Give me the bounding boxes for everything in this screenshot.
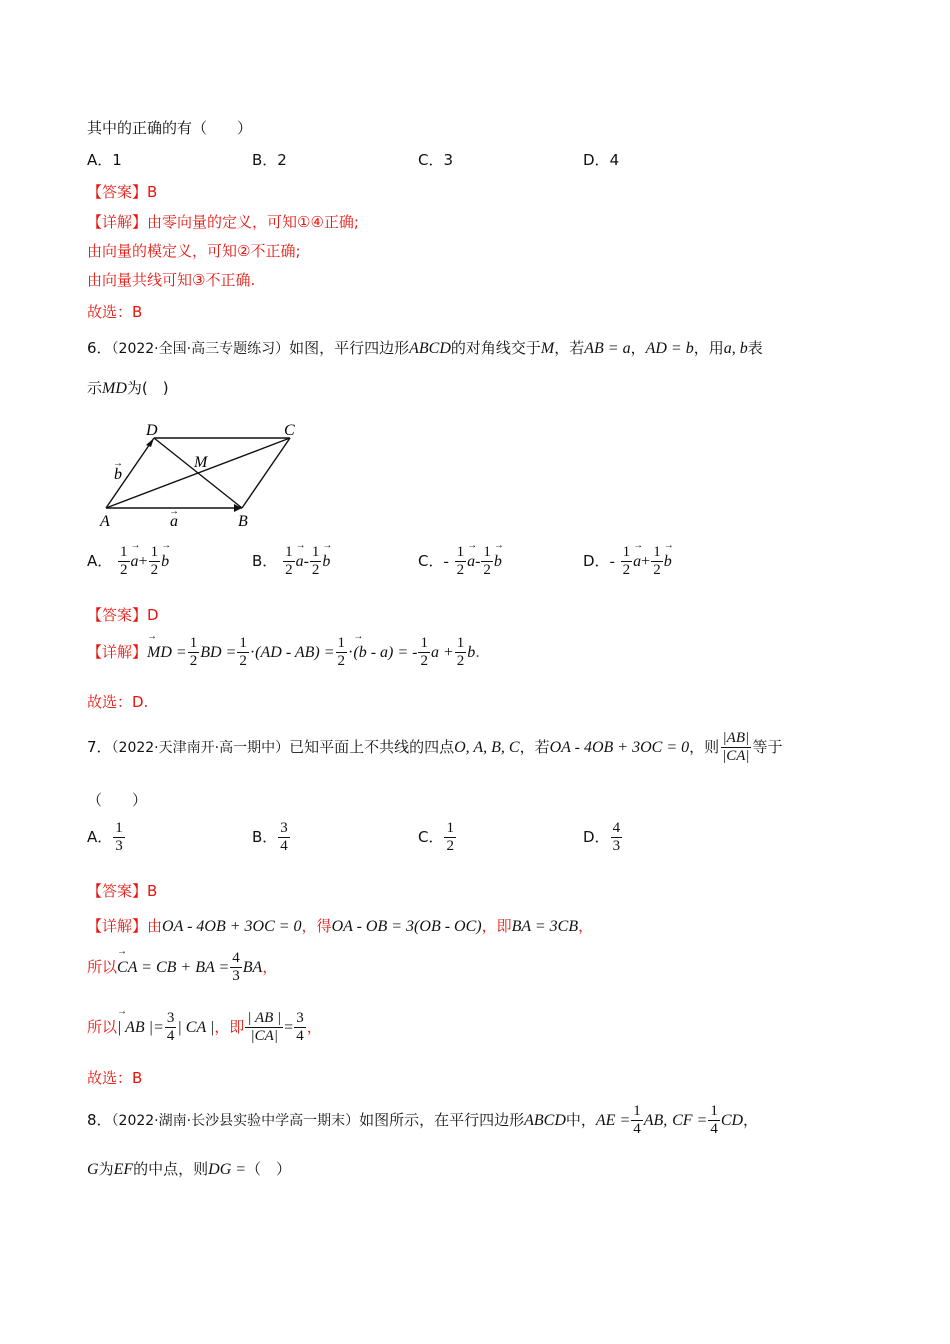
q7-option-a: A． $\frac{1}{3}$ [87,820,123,854]
q6-conclusion: 故选：D. [87,693,149,711]
point-a: A [100,513,110,530]
q7-conclusion: 故选：B [87,1069,143,1087]
arrowhead-b [146,438,154,447]
q7-option-d: D． $\frac{4}{3}$ [583,820,621,854]
q6-stem-line-1: 6．（2022·全国·高三专题练习）如图，平行四边形ABCD的对角线交于M，若AB = a，AD = b，用a, b表 [87,339,763,357]
q7-option-b: B． $\frac{3}{4}$ [252,820,288,854]
q5-detail-line-1: 【详解】由零向量的定义，可知①④正确; [87,213,359,231]
q7-answer: 【答案】B [87,882,158,900]
side-bc [242,438,290,508]
q8-stem-line-2: G为EF的中点，则DG =（ ） [87,1160,292,1178]
q6-stem-line-2: 示MD为( ) [87,379,169,397]
q5-conclusion: 故选：B [87,303,143,321]
point-d: D [146,422,158,439]
q7-detail-line-2: 所以→ CA = CB + BA = $\frac{4}{3}$ BA， [87,950,277,985]
q6-option-d: D．- $\frac{1}{2}$ → a+ $\frac{1}{2}$ → b [583,544,672,579]
q7-detail-line-1: 【详解】由OA - 4OB + 3OC = 0，得OA - OB = 3(OB - OC)，即BA = 3CB， [87,917,594,935]
q7-detail-line-3: 所以→ | AB |= $\frac{3}{4}$ | CA |，即 $\frac{| AB |}{|CA|}$ = $\frac{3}{4}$ ， [87,1010,322,1045]
point-m: M [194,454,208,471]
point-b: B [238,513,248,530]
label-vec-a: a [170,513,178,530]
arrow-over-a: → [169,506,179,517]
q5-option-d: D．4 [583,151,620,169]
q6-option-c: C．- $\frac{1}{2}$ → a- $\frac{1}{2}$ → b [418,544,502,579]
q8-stem-line-1: 8．（2022·湖南·长沙县实验中学高一期末）如图所示，在平行四边形ABCD中，AE = $\frac{1}{4}$ AB, CF = $\frac{1}{4}$ CD， [87,1103,759,1137]
q5-option-c: C．3 [418,151,454,169]
q6-option-a: A． $\frac{1}{2}$ → a+ $\frac{1}{2}$ → b [87,544,169,579]
label-vec-b: b [114,466,122,483]
diagonal-bd [154,438,242,508]
q5-option-b: B．2 [252,151,287,169]
q7-paren: （ ） [87,791,148,809]
arrow-over-b: → [113,458,123,469]
q6-parallelogram-figure [96,418,306,533]
q5-stem-tail: 其中的正确的有（ ） [87,119,253,137]
q5-detail-line-3: 由向量共线可知③不正确. [87,271,256,289]
q6-option-b: B． $\frac{1}{2}$ → a- $\frac{1}{2}$ → b [252,544,330,579]
q6-answer: 【答案】D [87,606,159,624]
q7-stem-line-1: 7．（2022·天津南开·高一期中）已知平面上不共线的四点O, A, B, C，若OA - 4OB + 3OC = 0，则 $\frac{|AB|}{|CA|}$ 等于 [87,730,783,764]
q6-detail: 【详解】→ MD = $\frac{1}{2}$ BD = $\frac{1}{2}$ ·(AD - AB) = $\frac{1}{2}$ ·→ (b - a) = - $\frac{1}{2}$ a + $\frac{1}{2}$ b. [87,635,480,670]
point-c: C [284,422,295,439]
q5-option-a: A．1 [87,151,122,169]
q7-option-c: C． $\frac{1}{2}$ [418,820,454,854]
q5-detail-line-2: 由向量的模定义，可知②不正确; [87,242,301,260]
q5-answer: 【答案】B [87,183,158,201]
